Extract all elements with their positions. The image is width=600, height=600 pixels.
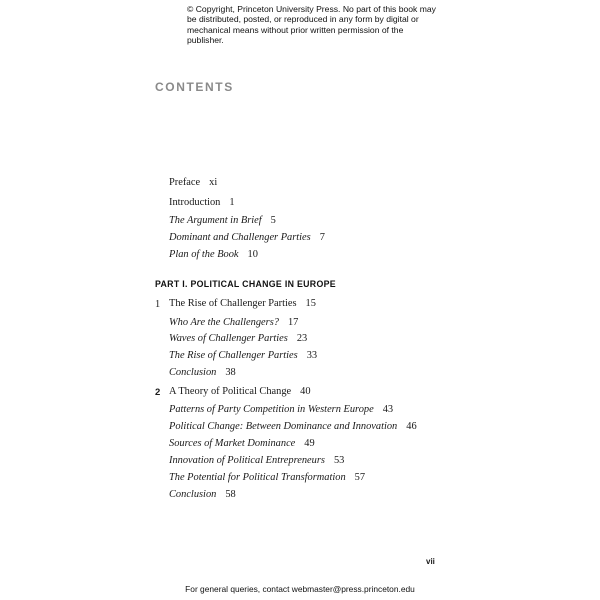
toc-section-title: The Argument in Brief: [169, 215, 262, 226]
toc-section[interactable]: [169, 249, 258, 260]
toc-entry-title: Introduction: [169, 197, 221, 208]
toc-section[interactable]: [169, 455, 344, 466]
toc-section-page: 23: [296, 333, 308, 344]
toc-section-page: 7: [319, 232, 325, 243]
toc-entry-page: xi: [209, 177, 218, 188]
toc-section[interactable]: [169, 489, 236, 500]
toc-section-title: Conclusion: [169, 489, 217, 500]
toc-section-page: 43: [382, 404, 394, 415]
toc-chapter-title: A Theory of Political Change: [169, 386, 292, 397]
toc-entry-title: Preface: [169, 177, 201, 188]
toc-section-title: Conclusion: [169, 367, 217, 378]
chapter-number: 1: [155, 299, 161, 310]
toc-section-title: Sources of Market Dominance: [169, 438, 296, 449]
toc-section[interactable]: [169, 317, 298, 328]
toc-section-title: Waves of Challenger Parties: [169, 333, 288, 344]
toc-section-page: 49: [304, 438, 315, 449]
copyright-notice: © Copyright, Princeton University Press. No part of this book may be distributed, posted, or reproduced in any form by digital or mechanical means without prior written permission of the publisher.: [187, 4, 436, 45]
toc-section[interactable]: [169, 215, 276, 226]
toc-section-page: 57: [354, 472, 366, 483]
toc-section-title: The Potential for Political Transformation: [169, 472, 346, 483]
toc-section[interactable]: [169, 421, 417, 432]
toc-chapter-title: The Rise of Challenger Parties: [169, 298, 297, 309]
toc-section-title: Plan of the Book: [169, 249, 239, 260]
toc-section-page: 53: [333, 455, 345, 466]
toc-section-page: 58: [225, 489, 236, 500]
toc-section[interactable]: [169, 333, 307, 344]
part-heading: PART I. POLITICAL CHANGE IN EUROPE: [155, 279, 336, 289]
toc-section-page: 46: [406, 421, 417, 432]
toc-section-page: 33: [306, 350, 318, 361]
chapter-number: 2: [155, 387, 161, 398]
toc-section[interactable]: [169, 232, 325, 243]
toc-chapter-page: 40: [300, 386, 311, 397]
toc-section[interactable]: [169, 367, 236, 378]
toc-section-page: 17: [287, 317, 299, 328]
toc-section[interactable]: [169, 350, 317, 361]
toc-section-title: Who Are the Challengers?: [169, 317, 279, 328]
toc-section-title: Political Change: Between Dominance and Innovation: [169, 421, 398, 432]
toc-entry-introduction[interactable]: [169, 197, 235, 208]
toc-chapter-1[interactable]: [169, 298, 316, 309]
toc-entry-page: 1: [229, 197, 235, 208]
toc-entry-preface[interactable]: [169, 177, 217, 188]
footer-contact: For general queries, contact webmaster@press.princeton.edu: [185, 584, 415, 594]
toc-section-title: Innovation of Political Entrepreneurs: [169, 455, 325, 466]
toc-chapter-page: 15: [305, 298, 316, 309]
page-folio: vii: [426, 557, 435, 566]
toc-section[interactable]: [169, 404, 393, 415]
contents-heading: CONTENTS: [155, 80, 234, 94]
toc-section-title: Dominant and Challenger Parties: [169, 232, 311, 243]
toc-section-page: 5: [270, 215, 276, 226]
toc-section-page: 38: [225, 367, 236, 378]
toc-section-title: Patterns of Party Competition in Western Europe: [169, 404, 374, 415]
toc-section-page: 10: [247, 249, 258, 260]
toc-section-title: The Rise of Challenger Parties: [169, 350, 298, 361]
toc-section[interactable]: [169, 472, 365, 483]
toc-section[interactable]: [169, 438, 315, 449]
toc-chapter-2[interactable]: [169, 386, 311, 397]
